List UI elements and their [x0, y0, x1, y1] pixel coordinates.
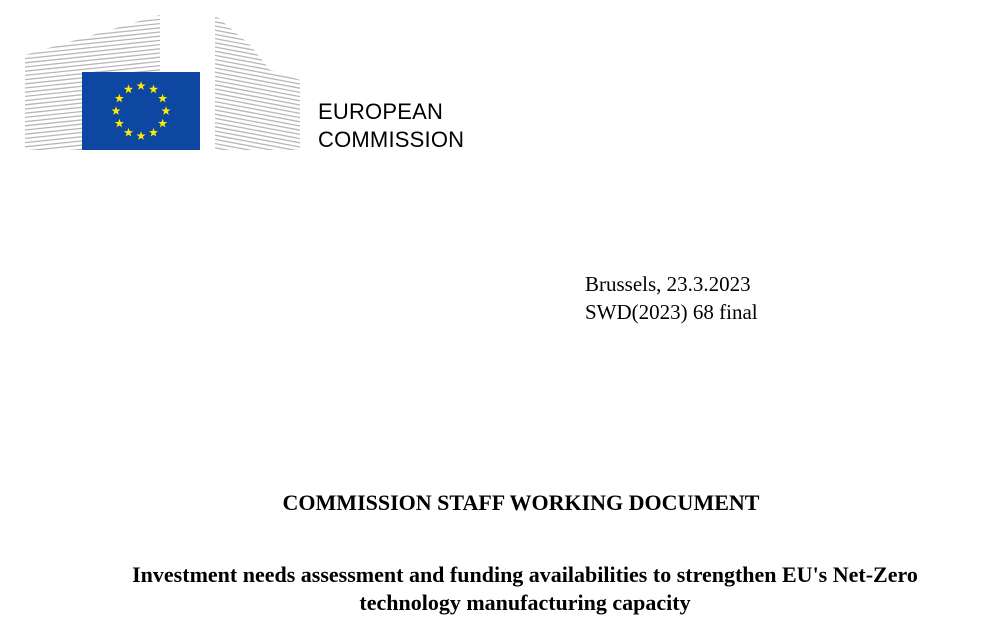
document-type: COMMISSION STAFF WORKING DOCUMENT — [282, 490, 760, 515]
org-name-line2: COMMISSION — [318, 127, 465, 152]
document-title — [30, 561, 1000, 617]
european-commission-logo — [25, 15, 315, 155]
document-title-line1: Investment needs assessment and funding availabilities to strengthen EU's Net-Zero — [132, 562, 918, 587]
document-meta — [585, 270, 758, 326]
document-reference: SWD(2023) 68 final — [585, 300, 758, 324]
place-date: Brussels, 23.3.2023 — [585, 272, 751, 296]
document-title-line2: technology manufacturing capacity — [359, 590, 691, 615]
org-name-line1: EUROPEAN — [318, 99, 444, 124]
organization-name — [318, 98, 464, 154]
building-hatch-right — [215, 15, 300, 155]
logo-graphic — [25, 15, 315, 155]
